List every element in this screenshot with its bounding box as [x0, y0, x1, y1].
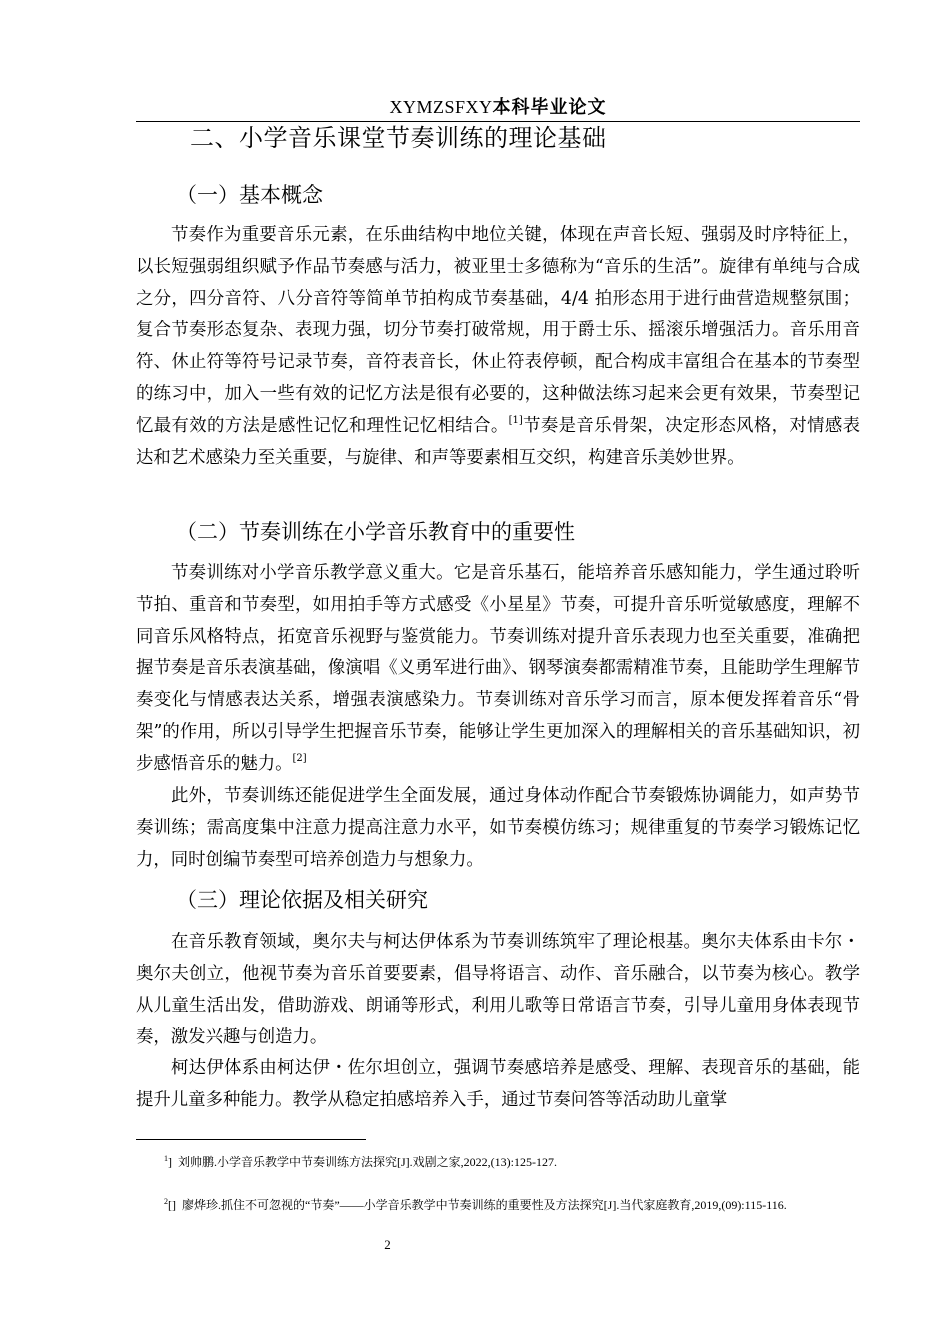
- footnote-separator: [136, 1139, 366, 1140]
- citation-mark: [1]: [508, 414, 523, 426]
- page-number: 2: [384, 1237, 391, 1252]
- page-header: [136, 95, 860, 122]
- footnote-mark: 2: [164, 1197, 168, 1206]
- paragraph-text: 节奏训练对小学音乐教学意义重大。它是音乐基石，能培养音乐感知能力，学生通过聆听节拍、重音和节奏型，如用拍手等方式感受《小星星》节奏，可提升音乐听觉敏感度，理解不同音乐风格特点，拓宽音乐视野与鉴赏能力。节奏训练对提升音乐表现力也至关重要，准确把握节奏是音乐表演基础，像演唱《义勇军进行曲》、钢琴演奏都需精准节奏，且能助学生理解节奏变化与情感表达关系，增强表演感染力。节奏训练对音乐学习而言，原本便发挥着音乐“骨架”的作用，所以引导学生把握音乐节奏，能够让学生更加深入的理解相关的音乐基础知识，初步感悟音乐的魅力。: [136, 563, 860, 774]
- citation-mark: [2]: [292, 752, 307, 764]
- section-heading-1: （一）基本概念: [176, 183, 323, 207]
- section-heading-3: （三）理论依据及相关研究: [176, 888, 428, 912]
- paragraph-text: 在音乐教育领域，奥尔夫与柯达伊体系为节奏训练筑牢了理论根基。奥尔夫体系由卡尔・奥尔夫创立，他视节奏为音乐首要要素，倡导将语言、动作、音乐融合，以节奏为核心。教学从儿童生活出发，借助游戏、朗诵等形式，利用儿歌等日常语言节奏，引导儿童用身体表现节奏，激发兴趣与创造力。: [136, 932, 860, 1048]
- header-code: XYMZSFXY: [389, 97, 493, 117]
- body-paragraph: [136, 220, 860, 474]
- body-paragraph: [136, 1053, 860, 1117]
- paragraph-text: 节奏是音乐骨架，决定形态风格，对情感表达和艺术感染力至关重要，与旋律、和声等要素相互交织，构建音乐美妙世界。: [136, 415, 860, 468]
- footnote-mark: 1: [164, 1154, 168, 1163]
- chapter-title: 二、小学音乐课堂节奏训练的理论基础: [190, 124, 607, 152]
- body-paragraph: [136, 927, 860, 1054]
- footnote-text: 刘帅鹏.小学音乐教学中节奏训练方法探究[J].戏剧之家,2022,(13):125-127.: [178, 1155, 557, 1169]
- header-title: 本科毕业论文: [492, 97, 607, 118]
- paragraph-text: 节奏作为重要音乐元素，在乐曲结构中地位关键，体现在声音长短、强弱及时序特征上，以长短强弱组织赋予作品节奏感与活力，被亚里士多德称为“音乐的生活”。旋律有单纯与合成之分，四分音符、八分音符等简单节拍构成节奏基础，4/4 拍形态用于进行曲营造规整氛围；复合节奏形态复杂、表现力强，切分节奏打破常规，用于爵士乐、摇滚乐增强活力。音乐用音符、休止符等符号记录节奏，音符表音长，休止符表停顿，配合构成丰富组合在基本的节奏型的练习中，加入一些有效的记忆方法是很有必要的，这种做法练习起来会更有效果，节奏型记忆最有效的方法是感性记忆和理性记忆相结合。: [136, 225, 860, 436]
- paragraph-text: 此外，节奏训练还能促进学生全面发展，通过身体动作配合节奏锻炼协调能力，如声势节奏训练；需高度集中注意力提高注意力水平，如节奏模仿练习；规律重复的节奏学习锻炼记忆力，同时创编节奏型可培养创造力与想象力。: [136, 786, 860, 870]
- footnote-text: 廖烨珍.抓住不可忽视的“节奏”——小学音乐教学中节奏训练的重要性及方法探究[J].当代家庭教育,2019,(09):115-116.: [182, 1198, 787, 1212]
- paragraph-text: 柯达伊体系由柯达伊・佐尔坦创立，强调节奏感培养是感受、理解、表现音乐的基础，能提升儿童多种能力。教学从稳定拍感培养入手，通过节奏问答等活动助儿童掌: [136, 1058, 860, 1110]
- section-heading-2: （二）节奏训练在小学音乐教育中的重要性: [176, 520, 575, 544]
- footnote-2: [136, 1196, 860, 1215]
- footnote-bracket: []: [168, 1198, 176, 1212]
- footnote-1: [136, 1153, 860, 1172]
- body-paragraph: [136, 781, 860, 876]
- footnote-bracket: ]: [168, 1155, 172, 1169]
- body-paragraph: [136, 558, 860, 781]
